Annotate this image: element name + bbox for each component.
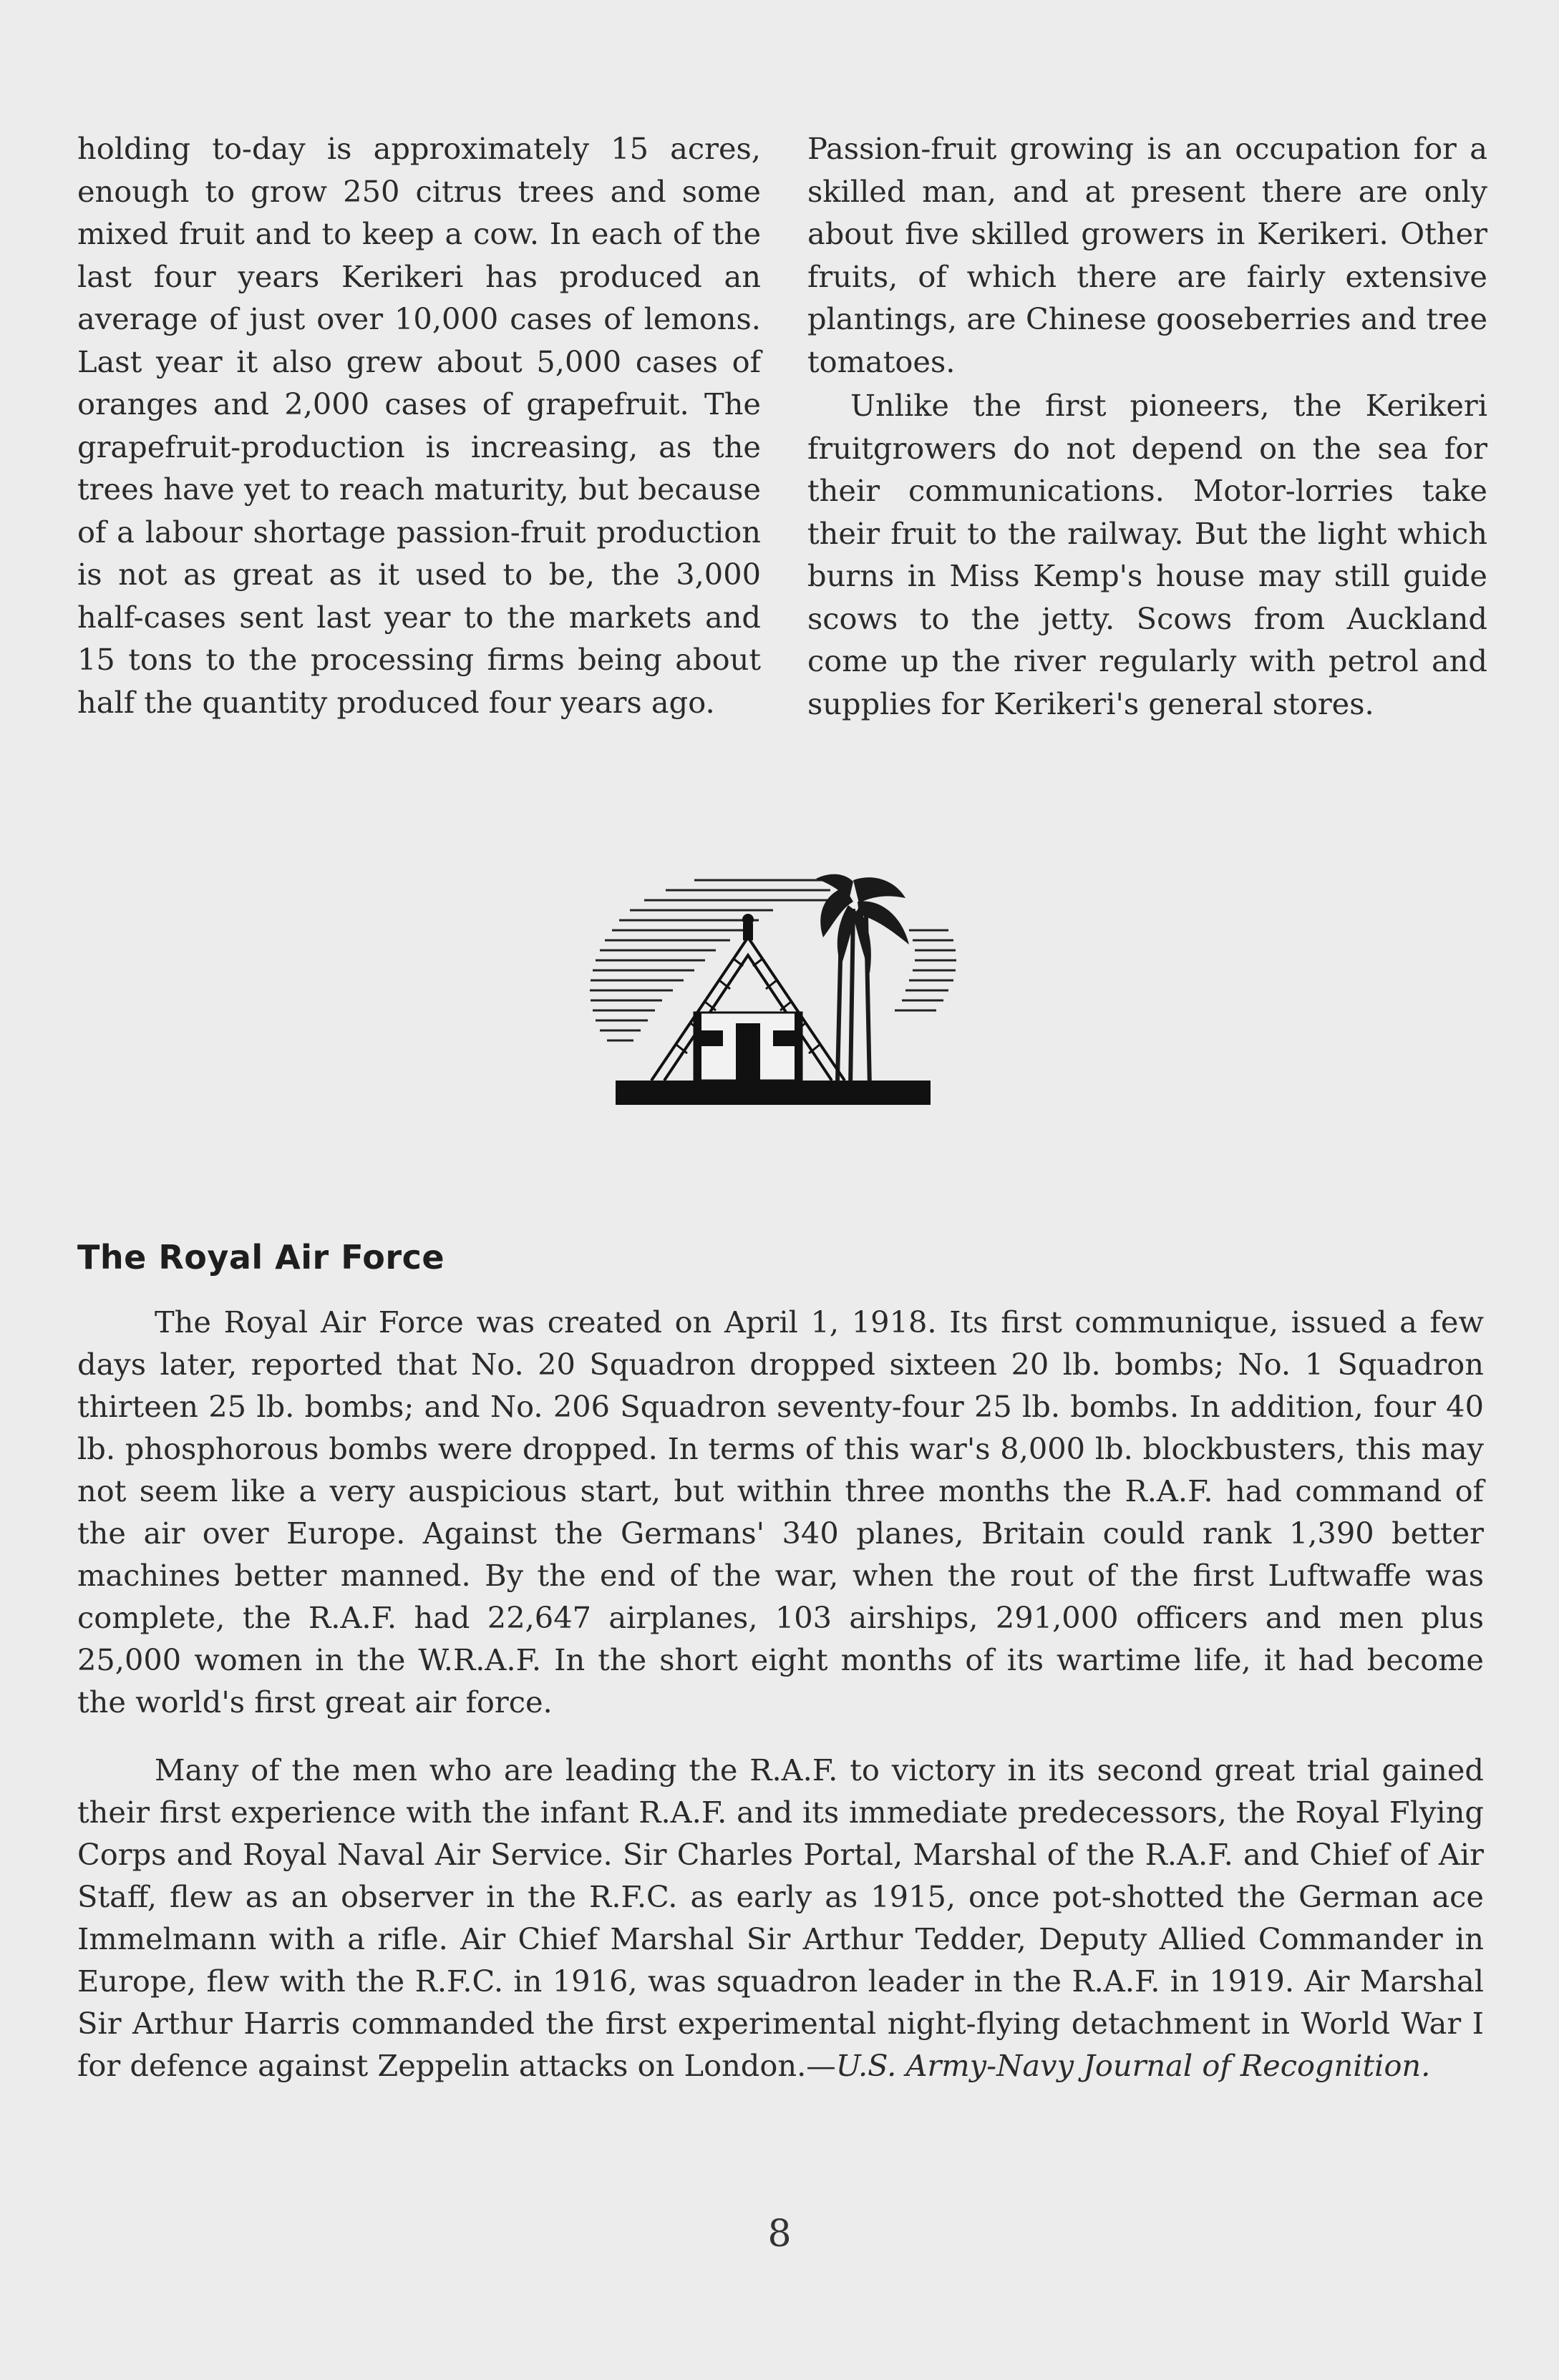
- right-column: [807, 127, 1487, 725]
- section-paragraph-2-text: Many of the men who are leading the R.A.F. to victory in its second great trial gained their first experience with the infant R.A.F. and its immediate predecessors, the Royal Flying Corps and Royal Naval Air Service. Sir Charles Portal, Marshal of the R.A.F. and Chief of Air Staff, flew as an observer in the R.F.C. as early as 1915, once pot-shotted the German ace Immelmann with a rifle. Air Chief Marshal Sir Arthur Tedder, Deputy Allied Commander in Europe, flew with the R.F.C. in 1916, was squadron leader in the R.A.F. in 1919. Air Marshal Sir Arthur Harris commanded the first experimental night-flying detachment in World War I for defence against Zeppelin attacks on London.—: [77, 1752, 1484, 2083]
- right-column-paragraph-1: Passion-fruit growing is an occupation for a skilled man, and at present there are only about five skilled growers in Kerikeri. Other fruits, of which there are fairly extensive plantings, are Chinese gooseberries and tree tomatoes.: [807, 131, 1487, 379]
- left-column: [77, 127, 761, 723]
- maori-meeting-house-icon: [587, 866, 959, 1131]
- section-body: [77, 1301, 1484, 2087]
- section-paragraph-2: [77, 1749, 1484, 2087]
- section-heading: The Royal Air Force: [77, 1238, 445, 1277]
- left-column-paragraph: holding to-day is approximately 15 acres, enough to grow 250 citrus trees and some mixed fruit and to keep a cow. In each of the last four years Kerikeri has produced an average of just over 10,000 cases of lemons. Last year it also grew about 5,000 cases of oranges and 2,000 cases of grapefruit. The grapefruit-production is increasing, as the trees have yet to reach maturity, but because of a labour shortage passion-fruit production is not as great as it used to be, the 3,000 half-cases sent last year to the markets and 15 tons to the processing firms being about half the quantity produced four years ago.: [77, 131, 761, 720]
- right-column-paragraph-2: Unlike the first pioneers, the Kerikeri fruitgrowers do not depend on the sea for their communications. Motor-lorries take their fruit to the railway. But the light which burns in Miss Kemp's house may still guide scows to the jetty. Scows from Auckland come up the river regularly with petrol and supplies for Kerikeri's general stores.: [807, 388, 1487, 721]
- page-number: 8: [767, 2213, 792, 2255]
- source-citation: U.S. Army-Navy Journal of Recognition.: [835, 2048, 1431, 2083]
- section-paragraph-1: The Royal Air Force was created on April 1, 1918. Its first communique, issued a few days later, reported that No. 20 Squadron dropped sixteen 20 lb. bombs; No. 1 Squadron thirteen 25 lb. bombs; and No. 206 Squadron seventy-four 25 lb. bombs. In addition, four 40 lb. phosphorous bombs were dropped. In terms of this war's 8,000 lb. blockbusters, this may not seem like a very auspicious start, but within three months the R.A.F. had command of the air over Europe. Against the Germans' 340 planes, Britain could rank 1,390 better machines better manned. By the end of the war, when the rout of the first Luftwaffe was complete, the R.A.F. had 22,647 airplanes, 103 airships, 291,000 officers and men plus 25,000 women in the W.R.A.F. In the short eight months of its wartime life, it had become the world's first great air force.: [77, 1304, 1484, 1720]
